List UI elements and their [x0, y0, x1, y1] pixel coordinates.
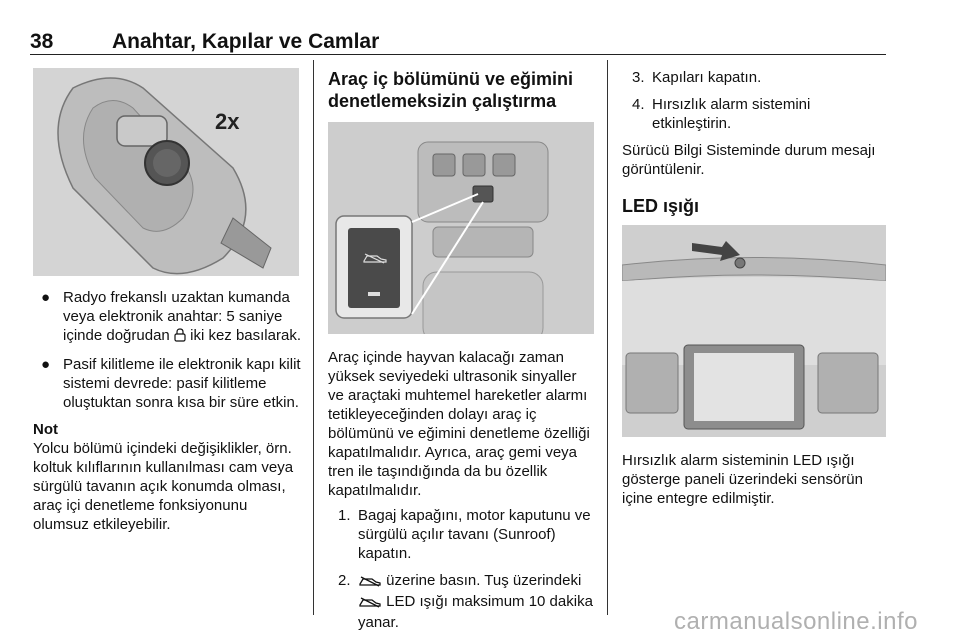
- section-heading: Araç iç bölümünü ve eğimini denetlemeksizin çalıştırma: [328, 69, 574, 111]
- list-item: 4. Hırsızlık alarm sistemini etkinleştirin.: [632, 96, 811, 132]
- page-header: [30, 30, 886, 52]
- overhead-console-illustration: [328, 122, 594, 334]
- steps-list: [328, 506, 594, 632]
- list-item: 3. Kapıları kapatın.: [632, 69, 762, 86]
- bullet-list: [33, 288, 301, 412]
- note-text: Yolcu bölümü içindeki değişiklikler, örn. koltuk kılıflarının kullanılması cam veya sürgülü tavanın açık konumda olması, araç içi denetleme fonksiyonunu olumsuz etkileyebilir.: [33, 440, 294, 533]
- body-paragraph: Araç içinde hayvan kalacağı zaman yüksek seviyedeki ultrasonik sinyaller ve araçtaki muhtemel hareketler alarmı tetikleyeceğinden dolayı araç iç bölümünü ve eğimini denetleme özelliği kapatılmalıdır. Ayrıca, araç gemi veya tren ile taşındığında da bu özellik kapatılmalıdır.: [328, 349, 590, 499]
- chapter-title: Anahtar, Kapılar ve Camlar: [112, 30, 380, 53]
- list-item: 2. üzerine basın. Tuş üzerindeki LED ışığı maksimum 10 dakika yanar.: [338, 572, 593, 631]
- figure-caption: Hırsızlık alarm sisteminin LED ışığı gösterge paneli üzerindeki sensörün içine entegre edilmiştir.: [622, 452, 863, 507]
- footer-watermark: carmanualsonline.info: [674, 608, 918, 635]
- steps-list: [622, 68, 886, 133]
- overhead-console-figure: [328, 122, 594, 334]
- column-2: [328, 68, 594, 640]
- bullet-dot: ●: [41, 356, 51, 373]
- car-sensor-icon: [362, 250, 388, 269]
- key-fob-illustration: [33, 68, 299, 276]
- list-item: ● Radyo frekanslı uzaktan kumanda veya elektronik anahtar: 5 saniye içinde doğrudan iki kez basılarak.: [33, 288, 301, 347]
- dashboard-figure: [622, 225, 886, 437]
- section-heading: LED ışığı: [622, 196, 700, 216]
- column-3: [622, 68, 886, 508]
- column-divider: [313, 60, 314, 615]
- bullet-dot: ●: [41, 289, 51, 306]
- key-fob-figure: [33, 68, 299, 276]
- list-item: ● Pasif kilitleme ile elektronik kapı kilit sistemi devrede: pasif kilitleme oluştuktan sonra kısa bir süre etkin.: [41, 356, 301, 411]
- column-divider: [607, 60, 608, 615]
- lock-icon: [174, 328, 186, 347]
- status-text: Sürücü Bilgi Sisteminde durum mesajı görüntülenir.: [622, 142, 876, 178]
- page-number: 38: [30, 30, 54, 53]
- list-item: 1. Bagaj kapağını, motor kaputunu ve sürgülü açılır tavanı (Sunroof) kapatın.: [338, 507, 591, 562]
- header-rule: [30, 54, 886, 55]
- car-sensor-icon: [358, 594, 382, 613]
- column-1: [33, 68, 301, 534]
- note-title: Not: [33, 421, 58, 438]
- car-sensor-icon: [358, 573, 382, 592]
- press-count-label: 2x: [215, 109, 240, 134]
- dashboard-illustration: [622, 225, 886, 437]
